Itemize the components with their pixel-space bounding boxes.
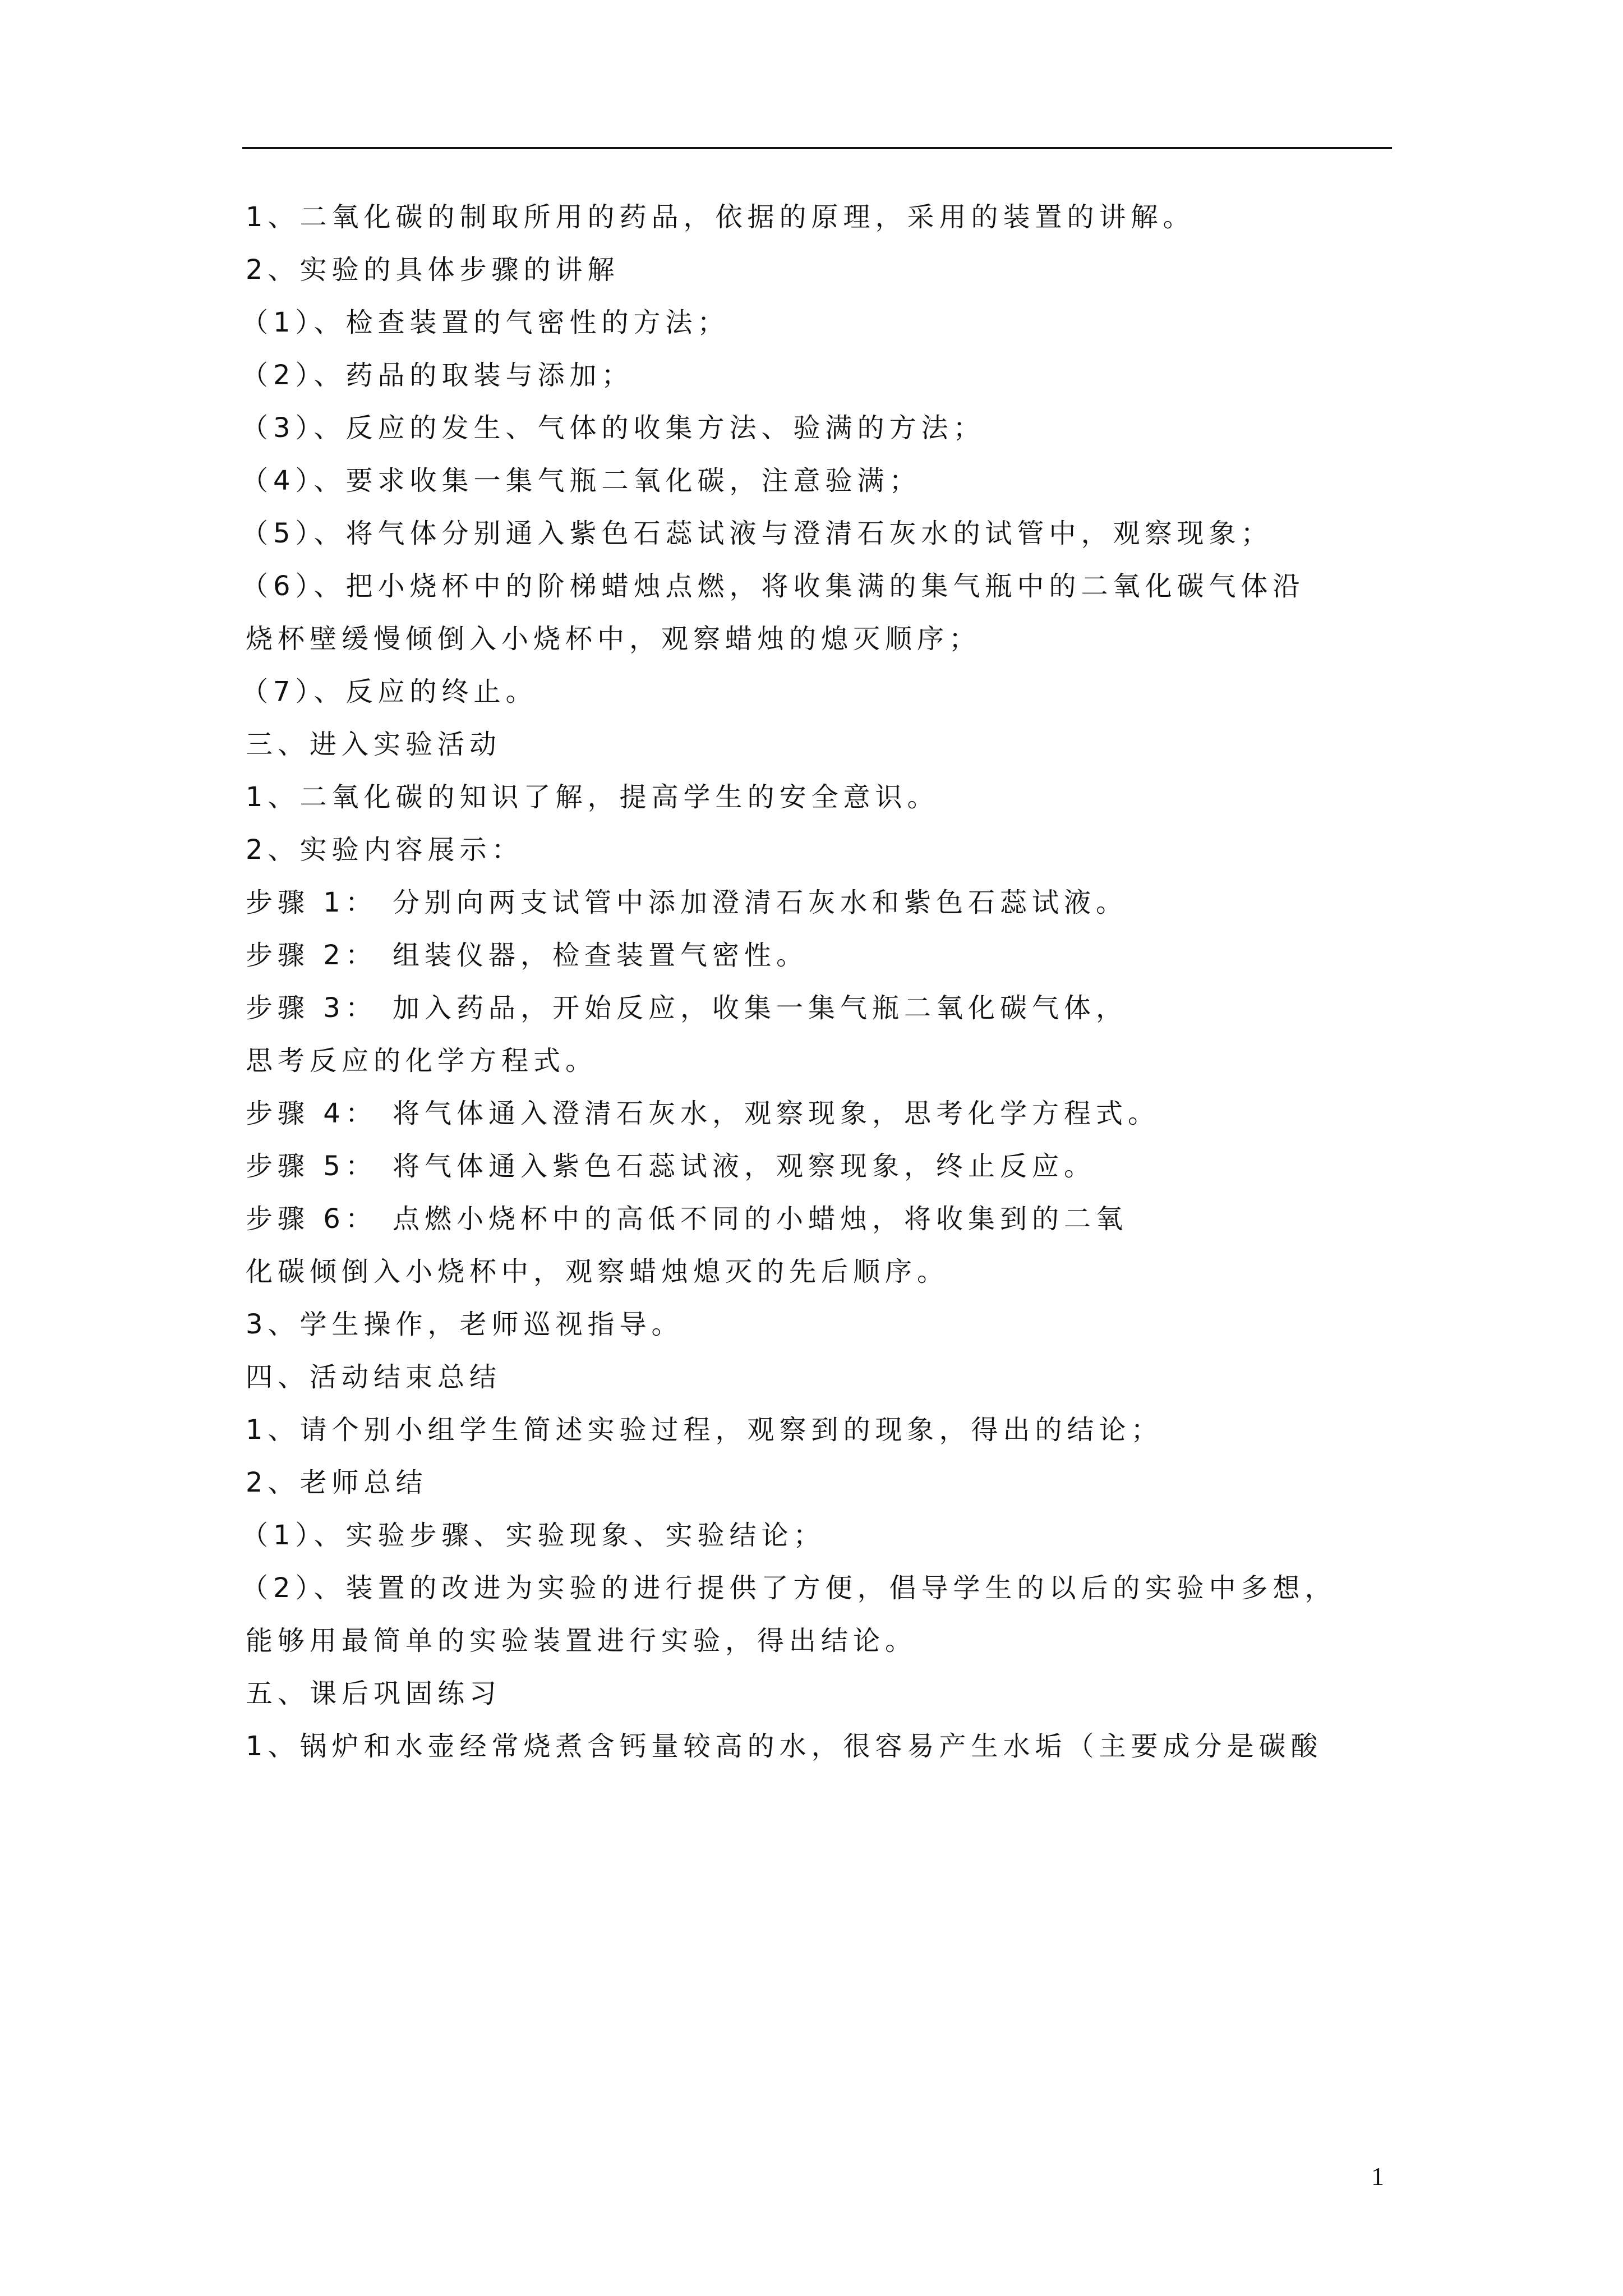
step-line xyxy=(246,1148,1096,1184)
step-text: 点燃小烧杯中的高低不同的小蜡烛，将收集到的二氧 xyxy=(393,1203,1128,1235)
step-label: 步骤 5： xyxy=(246,1151,377,1182)
text-line: 1、锅炉和水壶经常烧煮含钙量较高的水，很容易产生水垢（主要成分是碳酸 xyxy=(246,1731,1323,1762)
header-rule xyxy=(242,147,1392,149)
section-heading: 四、活动结束总结 xyxy=(246,1361,502,1393)
step-text: 加入药品，开始反应，收集一集气瓶二氧化碳气体， xyxy=(393,992,1128,1024)
text-line: （1）、检查装置的气密性的方法； xyxy=(241,307,730,338)
page-number: 1 xyxy=(1371,2162,1384,2191)
section-heading: 五、课后巩固练习 xyxy=(246,1678,502,1709)
step-label: 步骤 4： xyxy=(246,1098,377,1129)
section-heading: 三、进入实验活动 xyxy=(246,729,502,760)
text-line: 2、实验内容展示： xyxy=(246,834,524,866)
text-line: （2）、装置的改进为实验的进行提供了方便，倡导学生的以后的实验中多想， xyxy=(241,1572,1337,1604)
text-line: 思考反应的化学方程式。 xyxy=(246,1045,598,1076)
step-line xyxy=(246,1096,1160,1131)
text-line: （3）、反应的发生、气体的收集方法、验满的方法； xyxy=(241,412,985,444)
text-line: 2、实验的具体步骤的讲解 xyxy=(246,254,620,286)
text-line: 烧杯壁缓慢倾倒入小烧杯中，观察蜡烛的熄灭顺序； xyxy=(246,623,981,655)
text-line: （1）、实验步骤、实验现象、实验结论； xyxy=(241,1520,826,1551)
text-line: （2）、药品的取装与添加； xyxy=(241,360,634,391)
text-line: （7）、反应的终止。 xyxy=(241,676,538,707)
text-line: （5）、将气体分别通入紫色石蕊试液与澄清石灰水的试管中，观察现象； xyxy=(241,518,1273,549)
step-label: 步骤 1： xyxy=(246,887,377,918)
step-line xyxy=(246,885,1128,921)
step-line xyxy=(246,1201,1128,1237)
step-text: 将气体通入紫色石蕊试液，观察现象，终止反应。 xyxy=(393,1151,1096,1182)
text-line: （4）、要求收集一集气瓶二氧化碳，注意验满； xyxy=(241,465,921,496)
text-line: 1、二氧化碳的制取所用的药品，依据的原理，采用的装置的讲解。 xyxy=(246,201,1195,233)
text-line: 2、老师总结 xyxy=(246,1467,428,1498)
text-line: 能够用最简单的实验装置进行实验，得出结论。 xyxy=(246,1625,917,1657)
step-label: 步骤 2： xyxy=(246,940,377,971)
step-text: 分别向两支试管中添加澄清石灰水和紫色石蕊试液。 xyxy=(393,887,1128,918)
step-label: 步骤 6： xyxy=(246,1203,377,1235)
step-label: 步骤 3： xyxy=(246,992,377,1024)
step-text: 将气体通入澄清石灰水，观察现象，思考化学方程式。 xyxy=(393,1098,1160,1129)
step-line xyxy=(246,937,808,973)
text-line: （6）、把小烧杯中的阶梯蜡烛点燃，将收集满的集气瓶中的二氧化碳气体沿 xyxy=(241,570,1305,602)
text-line: 1、请个别小组学生简述实验过程，观察到的现象，得出的结论； xyxy=(246,1414,1163,1446)
text-line: 3、学生操作，老师巡视指导。 xyxy=(246,1309,684,1340)
step-line xyxy=(246,990,1128,1026)
text-line: 化碳倾倒入小烧杯中，观察蜡烛熄灭的先后顺序。 xyxy=(246,1256,949,1287)
text-line: 1、二氧化碳的知识了解，提高学生的安全意识。 xyxy=(246,781,939,813)
step-text: 组装仪器，检查装置气密性。 xyxy=(393,940,809,971)
